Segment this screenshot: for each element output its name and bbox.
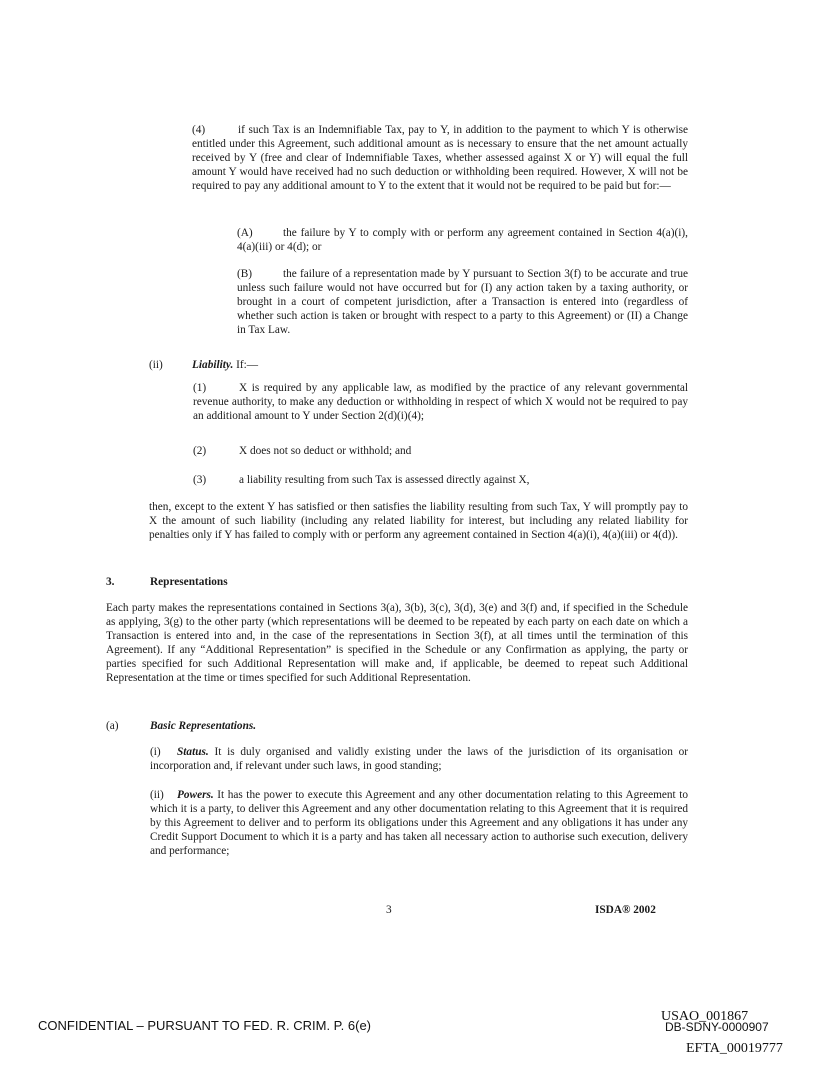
paragraph-then <box>149 500 688 542</box>
page-number: 3 <box>386 904 392 916</box>
paragraph-number: (A) <box>237 227 253 239</box>
section-title: Representations <box>150 576 228 588</box>
paragraph-text: a liability resulting from such Tax is assessed directly against X, <box>239 474 530 486</box>
paragraph-text: X does not so deduct or withhold; and <box>239 445 412 457</box>
paragraph-text: X is required by any applicable law, as modified by the practice of any relevant governmental revenue authority, to make any deduction or withholding in respect of which X would not be required to pay an additional amount to Y under Section 2(d)(i)(4); <box>193 382 688 422</box>
sdny-bates-number: DB-SDNY-0000907 <box>665 1020 769 1034</box>
paragraph-number: (3) <box>193 474 207 486</box>
paragraph-2-d-i-4 <box>192 123 688 193</box>
paragraph-liability-1 <box>193 381 688 423</box>
paragraph-number: (2) <box>193 445 207 457</box>
subsection-title: Basic Representations. <box>150 720 257 732</box>
paragraph-number: (i) <box>150 746 161 758</box>
paragraph-text: the failure of a representation made by Y pursuant to Section 3(f) to be accurate and true unless such failure would not have occurred but for (I) any action taken by a taxing authority, or brought in a court of competent jurisdiction, after a Transaction is entered into (regardless of whether such action is taken or brought with respect to a party to this Agreement) or (II) a Change in Tax Law. <box>237 268 688 336</box>
subsection-number: (a) <box>106 720 119 732</box>
paragraph-number: (1) <box>193 382 207 394</box>
paragraph-liability-2 <box>193 444 688 458</box>
paragraph-b-representation <box>237 267 688 337</box>
paragraph-title: Powers. <box>177 789 214 801</box>
subsection-liability-heading <box>149 358 258 372</box>
paragraph-text: if such Tax is an Indemnifiable Tax, pay to Y, in addition to the payment to which Y is otherwise entitled under this Agreement, such additional amount as is necessary to ensure that the net amount actually received by Y (free and clear of Indemnifiable Taxes, whether assessed against X or Y) will equal the full amount Y would have received had no such deduction or withholding been required. However, X will not be required to pay any additional amount to Y to the extent that it would not be required to be paid but for:— <box>192 124 688 192</box>
subsection-title: Liability. <box>192 359 234 371</box>
efta-bates-number: EFTA_00019777 <box>686 1041 783 1056</box>
subsection-a-heading <box>106 719 256 733</box>
section-number: 3. <box>106 576 115 588</box>
paragraph-number: (B) <box>237 268 253 280</box>
paragraph-a-failure <box>237 226 688 254</box>
paragraph-powers <box>150 788 688 858</box>
subsection-number: (ii) <box>149 359 163 371</box>
paragraph-text: then, except to the extent Y has satisfied or then satisfies the liability resulting from such Tax, Y will promptly pay to X the amount of such liability (including any related liability for interest, but including any related liability for penalties only if Y has failed to comply with or perform any agreement contained in Section 4(a)(i), 4(a)(iii) or 4(d)). <box>149 501 688 541</box>
paragraph-liability-3 <box>193 473 688 487</box>
paragraph-text: It has the power to execute this Agreement and any other documentation relating to this Agreement to which it is a party, to deliver this Agreement and any other documentation relating to this Agreement that it is required by this Agreement to deliver and to perform its obligations under this Agreement and any obligations it has under any Credit Support Document to which it is a party and has taken all necessary action to authorise such execution, delivery and performance; <box>150 789 688 857</box>
subsection-text: If:— <box>236 359 259 371</box>
confidential-stamp: CONFIDENTIAL – PURSUANT TO FED. R. CRIM. P. 6(e) <box>38 1018 372 1033</box>
paragraph-text: It is duly organised and validly existing under the laws of the jurisdiction of its organisation or incorporation and, if relevant under such laws, in good standing; <box>150 746 689 772</box>
isda-footer-label: ISDA® 2002 <box>595 904 656 916</box>
paragraph-number: (4) <box>192 124 206 136</box>
paragraph-number: (ii) <box>150 789 164 801</box>
paragraph-title: Status. <box>177 746 209 758</box>
section-3-heading <box>106 575 228 589</box>
usao-bates-number: USAO_001867 <box>661 1009 749 1024</box>
section-3-intro <box>106 601 688 685</box>
paragraph-status <box>150 745 688 773</box>
paragraph-text: the failure by Y to comply with or perform any agreement contained in Section 4(a)(i), 4(a)(iii) or 4(d); or <box>237 227 688 253</box>
paragraph-text: Each party makes the representations contained in Sections 3(a), 3(b), 3(c), 3(d), 3(e) and 3(f) and, if specified in the Schedule as applying, 3(g) to the other party (which representations will be deemed to be repeated by each party on each date on which a Transaction is entered into and, in the case of the representations in Section 3(f), at all times until the termination of this Agreement). If any “Additional Representation” is specified in the Schedule or any Confirmation as applying, the party or parties specified for such Additional Representation will make and, if applicable, be deemed to repeat such Additional Representation at the time or times specified for such Additional Representation. <box>106 602 688 684</box>
